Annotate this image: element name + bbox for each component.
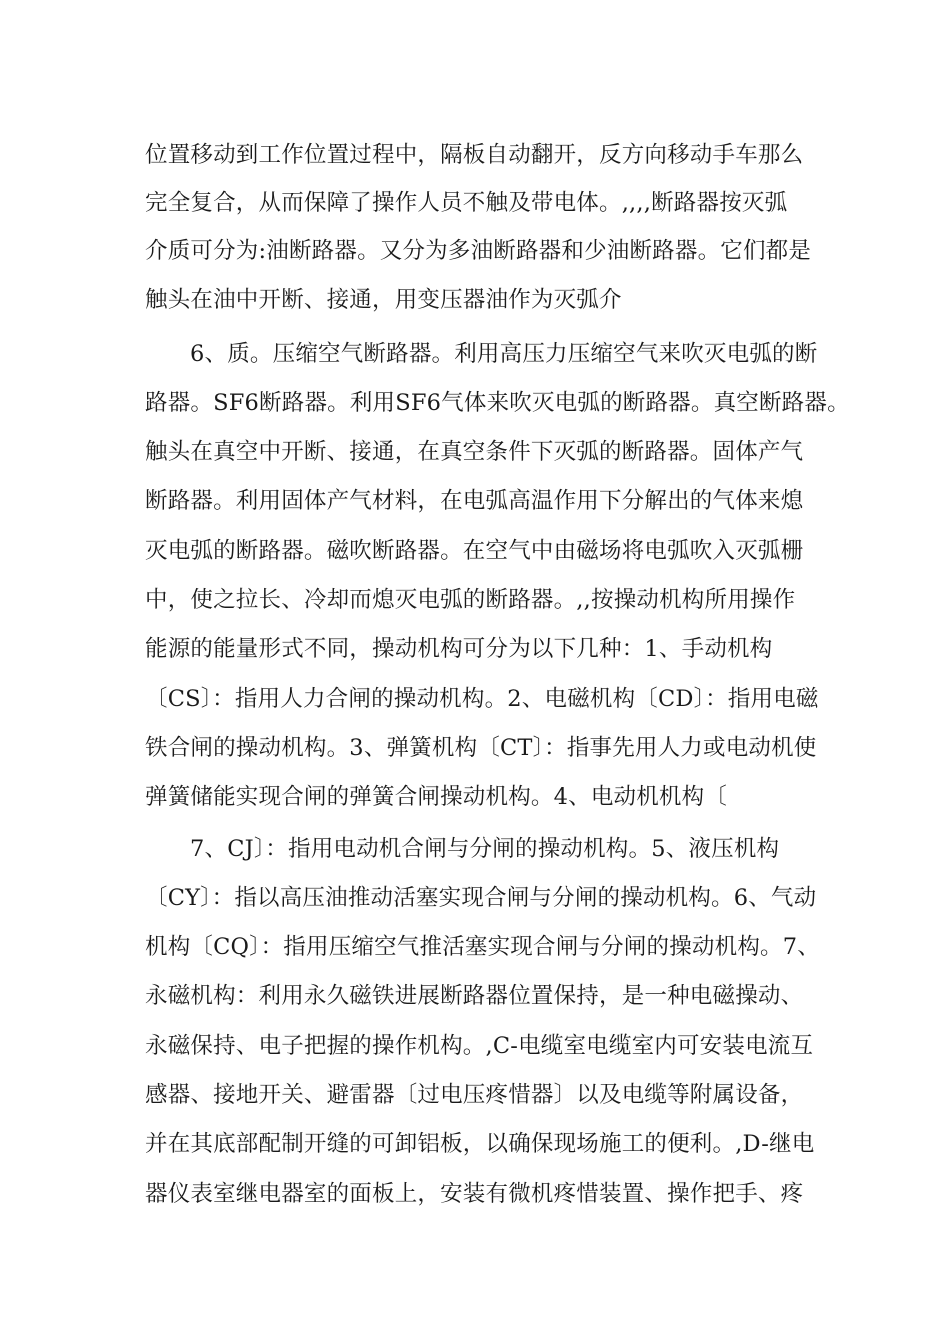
text-line-3: 介质可分为:油断路器。又分为多油断路器和少油断路器。它们都是	[145, 238, 812, 264]
text-line-8: 断路器。利用固体产气材料，在电弧高温作用下分解出的气体来熄	[145, 488, 804, 514]
text-line-10: 中，使之拉长、冷却而熄灭电弧的断路器。,,按操动机构所用操作	[145, 587, 796, 613]
text-line-20: 感器、接地开关、避雷器〔过电压疼惜器〕以及电缆等附属设备，	[145, 1082, 804, 1108]
text-line-19: 永磁保持、电子把握的操作机构。,C-电缆室电缆室内可安装电流互	[145, 1033, 814, 1059]
text-line-21: 并在其底部配制开缝的可卸铝板，以确保现场施工的便利。,D-继电	[145, 1131, 815, 1157]
text-line-13: 铁合闸的操动机构。3、弹簧机构〔CT〕：指事先用人力或电动机使	[145, 735, 817, 761]
text-line-1: 位置移动到工作位置过程中，隔板自动翻开，反方向移动手车那么	[145, 142, 804, 168]
text-line-12: 〔CS〕：指用人力合闸的操动机构。2、电磁机构〔CD〕：指用电磁	[145, 686, 819, 712]
text-line-17: 机构〔CQ〕：指用压缩空气推活塞实现合闸与分闸的操动机构。7、	[145, 934, 820, 960]
text-line-9: 灭电弧的断路器。磁吹断路器。在空气中由磁场将电弧吹入灭弧栅	[145, 538, 804, 564]
text-line-2: 完全复合，从而保障了操作人员不触及带电体。,,,,断路器按灭弧	[145, 190, 788, 216]
text-line-4: 触头在油中开断、接通，用变压器油作为灭弧介	[145, 287, 622, 313]
text-line-11: 能源的能量形式不同，操动机构可分为以下几种：1、手动机构	[145, 636, 773, 662]
text-line-22: 器仪表室继电器室的面板上，安装有微机疼惜装置、操作把手、疼	[145, 1181, 804, 1207]
text-line-16: 〔CY〕：指以高压油推动活塞实现合闸与分闸的操动机构。6、气动	[145, 885, 817, 911]
text-line-14: 弹簧储能实现合闸的弹簧合闸操动机构。4、电动机机构〔	[145, 784, 728, 810]
text-line-18: 永磁机构：利用永久磁铁进展断路器位置保持，是一种电磁操动、	[145, 983, 804, 1009]
text-line-7: 触头在真空中开断、接通，在真空条件下灭弧的断路器。固体产气	[145, 439, 804, 465]
text-line-6: 路器。SF6断路器。利用SF6气体来吹灭电弧的断路器。真空断路器。	[145, 390, 850, 416]
paragraph-6-first-line: 6、质。压缩空气断路器。利用高压力压缩空气来吹灭电弧的断	[190, 341, 818, 367]
paragraph-7-first-line: 7、CJ〕：指用电动机合闸与分闸的操动机构。5、液压机构	[190, 836, 780, 862]
